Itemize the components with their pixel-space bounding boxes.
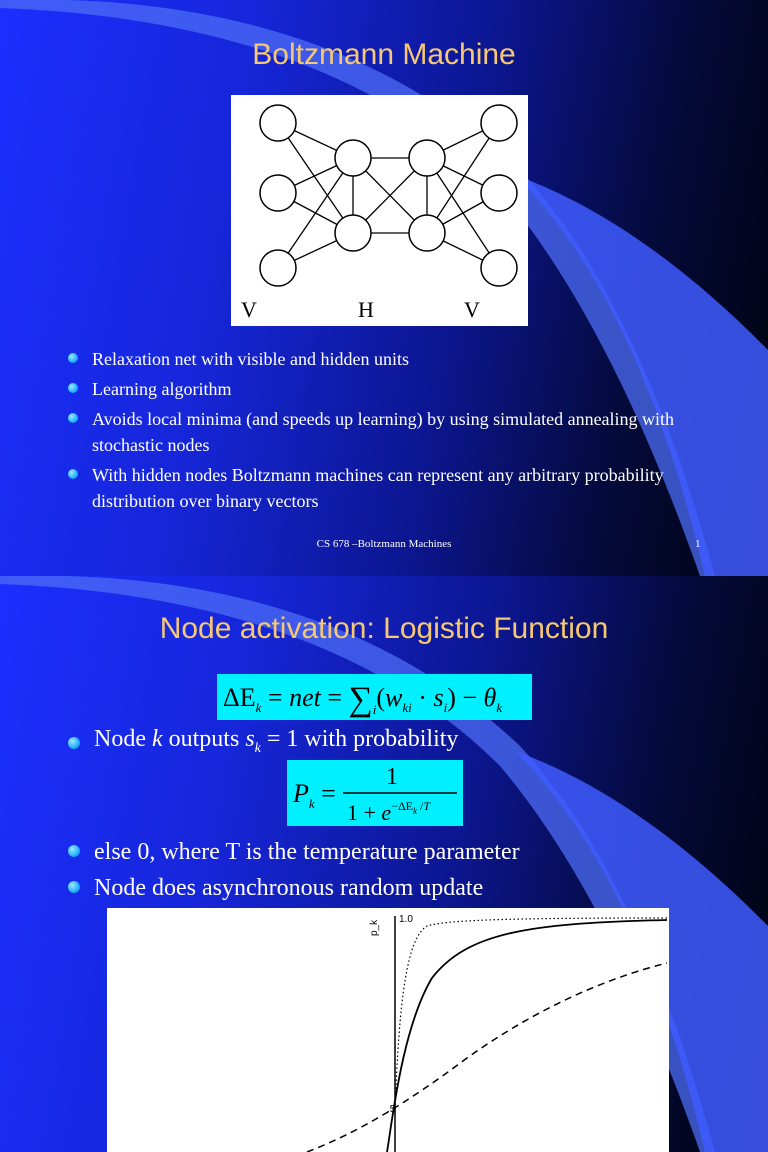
label-h: H xyxy=(358,297,374,322)
label-v-left: V xyxy=(241,297,257,322)
slide-title: Node activation: Logistic Function xyxy=(159,612,609,645)
probability-equation-render xyxy=(287,760,463,826)
hidden-node xyxy=(335,215,371,251)
energy-equation-render xyxy=(217,674,532,720)
bullet-item: Avoids local minima (and speeds up learning) by using simulated annealing with stochastic nodes xyxy=(68,406,708,458)
bullet-list xyxy=(68,835,708,905)
hidden-node xyxy=(409,215,445,251)
svg-text:ΔEk = net = ∑i(wki · si) − θk: $\Delta E_k$ = net = $\sum i(w_{ki} \cdot s_i) - \theta_k$ xyxy=(223,681,503,718)
visible-node xyxy=(260,105,296,141)
curve-medium-temperature xyxy=(387,920,667,1152)
page-number: 1 xyxy=(695,538,701,550)
svg-text:Pk =: $P_k$ = xyxy=(293,779,336,811)
logistic-plot xyxy=(107,908,669,1152)
hidden-node xyxy=(409,140,445,176)
visible-node xyxy=(481,105,517,141)
boltzmann-diagram xyxy=(231,95,528,326)
visible-node xyxy=(260,250,296,286)
visible-node xyxy=(481,175,517,211)
logistic-curves xyxy=(107,908,669,1152)
bullet-dot-icon xyxy=(68,845,80,857)
visible-node xyxy=(481,250,517,286)
slide-title: Boltzmann Machine xyxy=(252,38,516,71)
y-top-label: 1.0 xyxy=(399,914,413,925)
bullet-dot-icon xyxy=(68,737,80,749)
svg-text:1 + e−ΔEk /T: $1 + e^{-\Delta E}k$ /T xyxy=(347,799,431,825)
bullet-item: else 0, where T is the temperature parameter xyxy=(68,835,708,869)
bullet-item: Relaxation net with visible and hidden units xyxy=(68,346,708,372)
bullet-item: Learning algorithm xyxy=(68,376,708,402)
y-mid-label: .5 xyxy=(387,1104,396,1115)
bullet-dot-icon xyxy=(68,353,78,363)
bullet-dot-icon xyxy=(68,881,80,893)
curve-low-temperature xyxy=(395,918,667,1113)
bullet-list xyxy=(68,346,708,514)
bullet-node-output: Node k outputs $s_k = 1$ with probability xyxy=(68,726,458,757)
probability-equation xyxy=(287,760,463,826)
bullet-dot-icon xyxy=(68,383,78,393)
bullet-item: With hidden nodes Boltzmann machines can represent any arbitrary probability distribution over binary vectors xyxy=(68,462,708,514)
network-graph xyxy=(231,95,528,326)
label-v-right: V xyxy=(464,297,480,322)
visible-node xyxy=(260,175,296,211)
bullet-item: Node does asynchronous random update xyxy=(68,871,708,905)
bullet-dot-icon xyxy=(68,469,78,479)
slide-2 xyxy=(0,576,768,1152)
energy-equation xyxy=(217,674,532,720)
bullet-dot-icon xyxy=(68,413,78,423)
svg-text:1: 1 xyxy=(386,764,398,790)
y-axis-label: p_k xyxy=(369,919,380,936)
curve-high-temperature xyxy=(307,963,667,1152)
slide-footer: CS 678 –Boltzmann Machines xyxy=(316,538,452,550)
hidden-node xyxy=(335,140,371,176)
